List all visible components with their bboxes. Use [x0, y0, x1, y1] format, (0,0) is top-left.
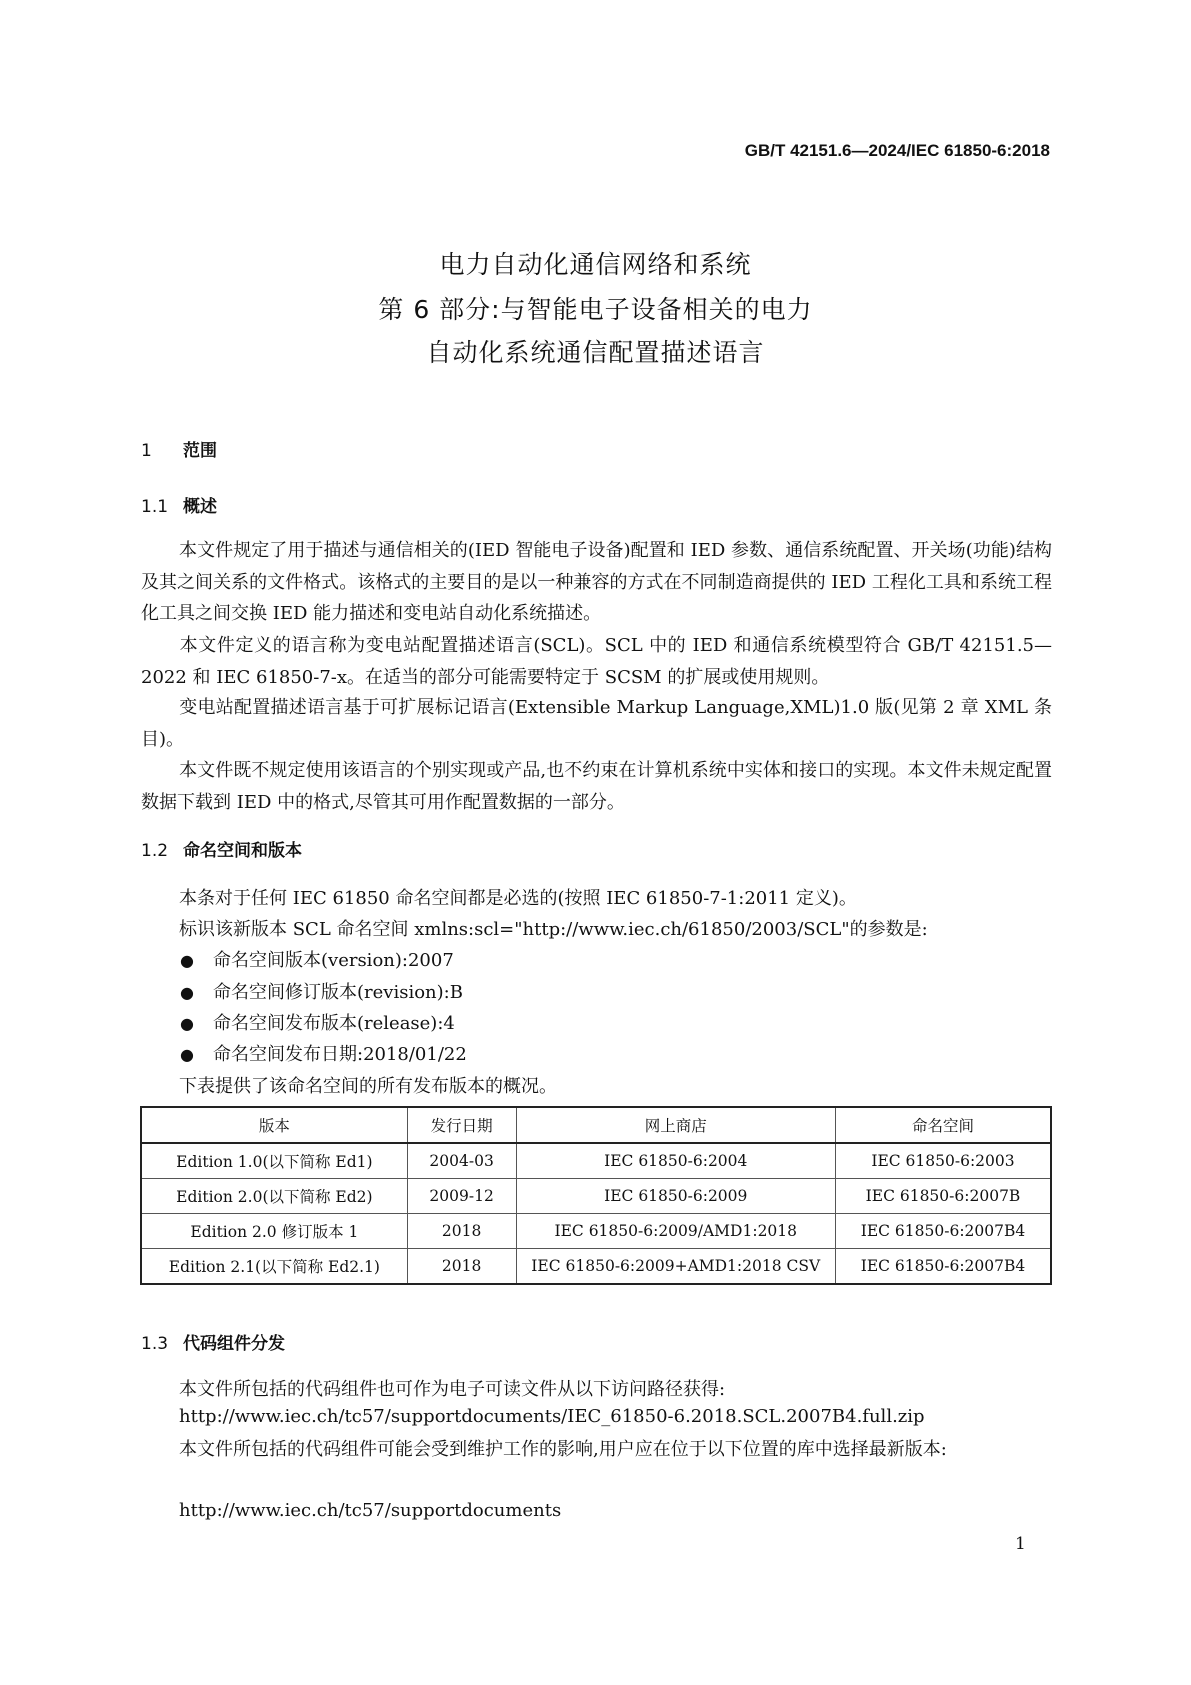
cell: Edition 2.0(以下简称 Ed2) [141, 1179, 407, 1214]
cell: 2009-12 [407, 1179, 516, 1214]
title-line-2: 第 6 部分:与智能电子设备相关的电力 [378, 295, 813, 324]
bullet-text: 命名空间发布日期:2018/01/22 [213, 1044, 467, 1065]
bullet-text: 命名空间发布版本(release):4 [213, 1013, 455, 1034]
title-line-1: 电力自动化通信网络和系统 [439, 250, 752, 279]
bullet-icon: ● [180, 983, 194, 1002]
paragraph-text: 变电站配置描述语言基于可扩展标记语言(Extensible Markup Language,XML)1.0 版(见第 2 章 XML 条目)。 [141, 697, 1052, 750]
cell: IEC 61850-6:2004 [516, 1143, 835, 1179]
section-1-2-heading [141, 836, 302, 861]
paragraph-text: 本文件既不规定使用该语言的个别实现或产品,也不约束在计算机系统中实体和接口的实现。本文件未规定配置数据下载到 IED 中的格式,尽管其可用作配置数据的一部分。 [141, 760, 1052, 813]
cell: 2018 [407, 1249, 516, 1285]
header-cell: 发行日期 [407, 1107, 516, 1143]
section-number: 1.3 [141, 1334, 169, 1354]
bullet-item [180, 946, 454, 972]
table-row [141, 1179, 1051, 1214]
cell: IEC 61850-6:2003 [835, 1143, 1051, 1179]
namespace-versions-table [140, 1106, 1052, 1285]
table-header-row [141, 1107, 1051, 1143]
paragraph [141, 535, 1052, 630]
section-title: 概述 [183, 497, 217, 517]
cell: 2004-03 [407, 1143, 516, 1179]
table-intro: 下表提供了该命名空间的所有发布版本的概况。 [179, 1076, 557, 1097]
cell: IEC 61850-6:2009 [516, 1179, 835, 1214]
cell: Edition 2.1(以下简称 Ed2.1) [141, 1249, 407, 1285]
section-1-1-heading [141, 492, 217, 517]
bullet-icon: ● [180, 1045, 194, 1064]
bullet-item [180, 978, 463, 1004]
section-title: 代码组件分发 [183, 1334, 285, 1354]
section-number: 1 [141, 441, 152, 461]
table-row [141, 1214, 1051, 1249]
section-1-3-heading [141, 1329, 285, 1354]
bullet-icon: ● [180, 951, 194, 970]
section-title: 范围 [183, 441, 217, 461]
bullet-item [180, 1040, 467, 1066]
cell: IEC 61850-6:2007B4 [835, 1214, 1051, 1249]
text-line: 标识该新版本 SCL 命名空间 xmlns:scl="http://www.iec.ch/61850/2003/SCL"的参数是: [179, 919, 928, 940]
paragraph-text: 本文件规定了用于描述与通信相关的(IED 智能电子设备)配置和 IED 参数、通信系统配置、开关场(功能)结构及其之间关系的文件格式。该格式的主要目的是以一种兼容的方式在不同制造商提供的 IED 工程化工具和系统工程化工具之间交换 IED 能力描述和变电站自动化系统描述。 [141, 540, 1052, 624]
cell: IEC 61850-6:2009/AMD1:2018 [516, 1214, 835, 1249]
paragraph-text: 本文件定义的语言称为变电站配置描述语言(SCL)。SCL 中的 IED 和通信系统模型符合 GB/T 42151.5—2022 和 IEC 61850-7-x。在适当的部分可能需要特定于 SCSM 的扩展或使用规则。 [141, 635, 1052, 688]
header-cell: 命名空间 [835, 1107, 1051, 1143]
header-cell: 版本 [141, 1107, 407, 1143]
cell: Edition 1.0(以下简称 Ed1) [141, 1143, 407, 1179]
cell: 2018 [407, 1214, 516, 1249]
table-row [141, 1143, 1051, 1179]
header-cell: 网上商店 [516, 1107, 835, 1143]
section-1-heading [141, 436, 217, 461]
cell: IEC 61850-6:2009+AMD1:2018 CSV [516, 1249, 835, 1285]
standard-number-header: GB/T 42151.6—2024/IEC 61850-6:2018 [744, 141, 1050, 160]
title-line-3: 自动化系统通信配置描述语言 [426, 338, 765, 367]
page-number: 1 [1015, 1534, 1026, 1554]
bullet-text: 命名空间版本(version):2007 [213, 950, 454, 971]
table-row [141, 1249, 1051, 1285]
bullet-icon: ● [180, 1014, 194, 1033]
cell: IEC 61850-6:2007B4 [835, 1249, 1051, 1285]
section-number: 1.2 [141, 841, 169, 861]
text-line: 本文件所包括的代码组件也可作为电子可读文件从以下访问路径获得: [179, 1379, 726, 1400]
bullet-item [180, 1009, 455, 1035]
cell: Edition 2.0 修订版本 1 [141, 1214, 407, 1249]
url-link[interactable]: http://www.iec.ch/tc57/supportdocuments [179, 1500, 562, 1521]
text-line: 本条对于任何 IEC 61850 命名空间都是必选的(按照 IEC 61850-7-1:2011 定义)。 [179, 888, 857, 909]
bullet-text: 命名空间修订版本(revision):B [213, 982, 463, 1003]
paragraph [141, 755, 1052, 818]
paragraph [141, 692, 1052, 755]
section-number: 1.1 [141, 497, 169, 517]
url-link[interactable]: http://www.iec.ch/tc57/supportdocuments/IEC_61850-6.2018.SCL.2007B4.full.zip [179, 1406, 925, 1427]
paragraph [141, 630, 1052, 693]
section-title: 命名空间和版本 [183, 841, 302, 861]
cell: IEC 61850-6:2007B [835, 1179, 1051, 1214]
paragraph [141, 1434, 1052, 1466]
paragraph-text: 本文件所包括的代码组件可能会受到维护工作的影响,用户应在位于以下位置的库中选择最新版本: [179, 1439, 947, 1460]
